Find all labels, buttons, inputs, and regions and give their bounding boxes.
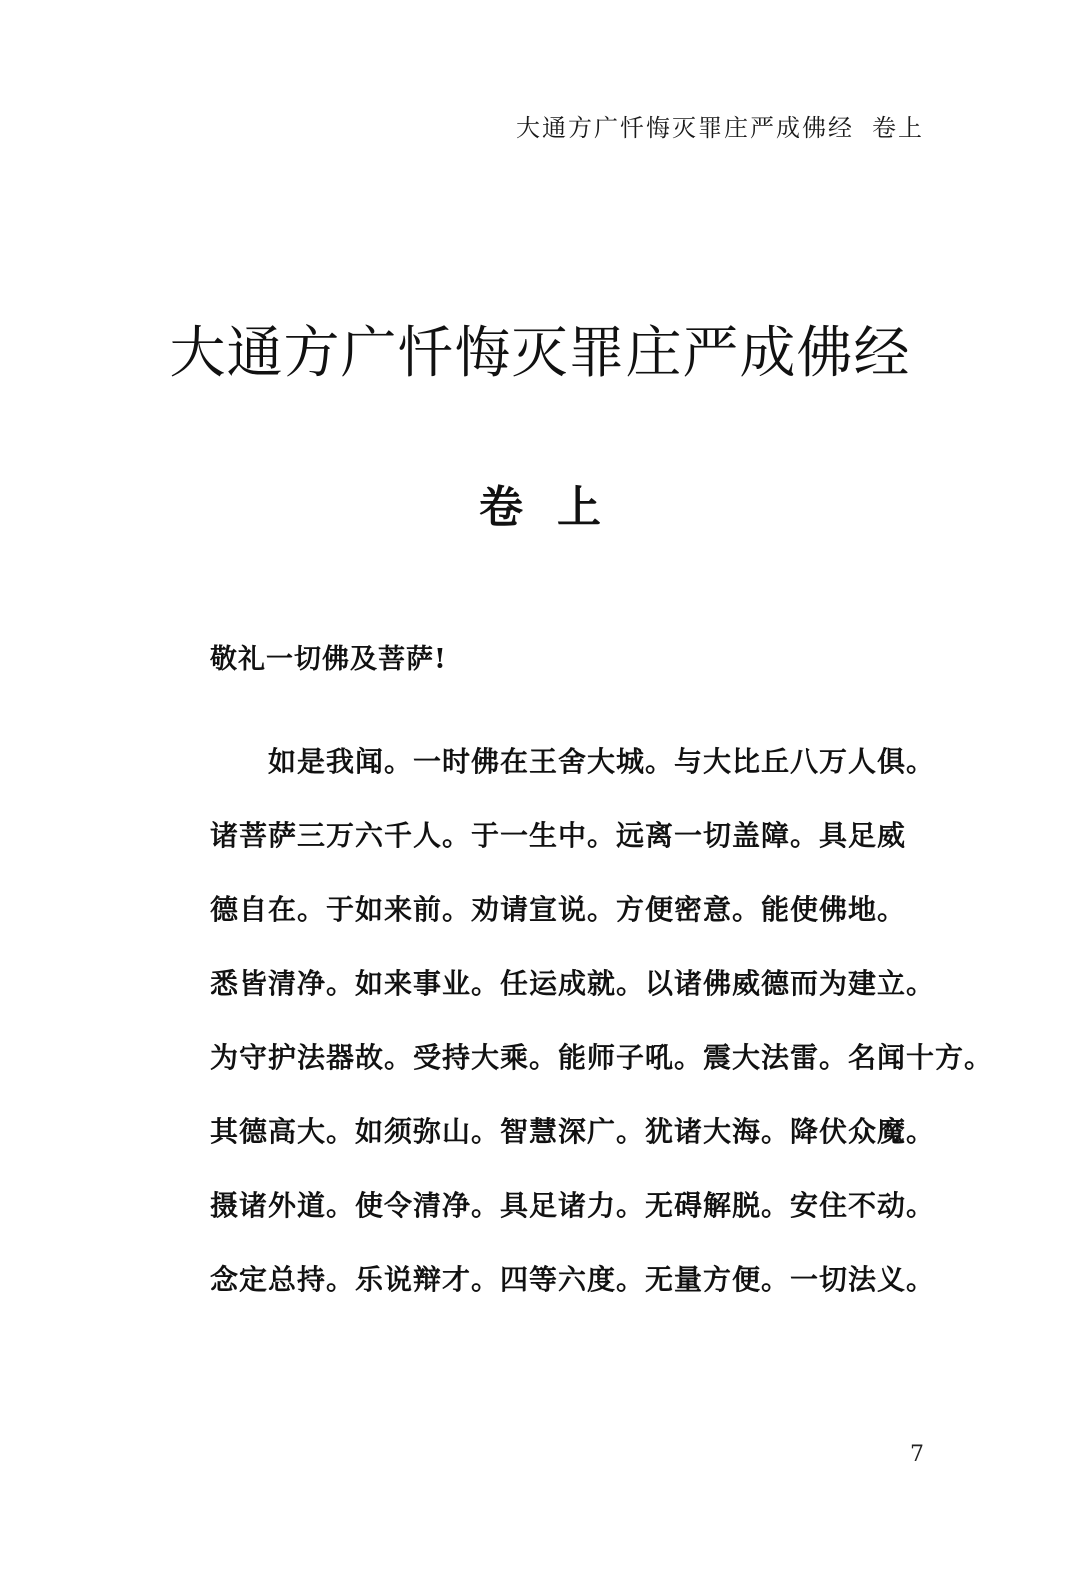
body-line: 悉皆清净。如来事业。任运成就。以诸佛威德而为建立。 xyxy=(210,967,936,1000)
running-header-volume: 卷上 xyxy=(872,114,924,142)
body-line: 摄诸外道。使令清净。具足诸力。无碍解脱。安住不动。 xyxy=(210,1189,936,1222)
body-line: 念定总持。乐说辩才。四等六度。无量方便。一切法义。 xyxy=(210,1263,936,1296)
body-line: 为守护法器故。受持大乘。能师子吼。震大法雷。名闻十方。 xyxy=(210,1041,994,1074)
running-header xyxy=(516,112,924,144)
body-line: 其德高大。如须弥山。智慧深广。犹诸大海。降伏众魔。 xyxy=(210,1115,936,1148)
body-text xyxy=(210,740,994,1332)
volume-title: 卷上 xyxy=(479,482,635,533)
body-line: 诸菩萨三万六千人。于一生中。远离一切盖障。具足威 xyxy=(210,819,907,852)
invocation-line: 敬礼一切佛及菩萨! xyxy=(210,644,447,675)
body-line: 德自在。于如来前。劝请宣说。方便密意。能使佛地。 xyxy=(210,893,907,926)
running-header-title: 大通方广忏悔灭罪庄严成佛经 xyxy=(516,114,854,142)
page-number: 7 xyxy=(910,1442,924,1467)
body-line: 如是我闻。一时佛在王舍大城。与大比丘八万人俱。 xyxy=(268,745,936,778)
sutra-title: 大通方广忏悔灭罪庄严成佛经 xyxy=(169,321,911,386)
